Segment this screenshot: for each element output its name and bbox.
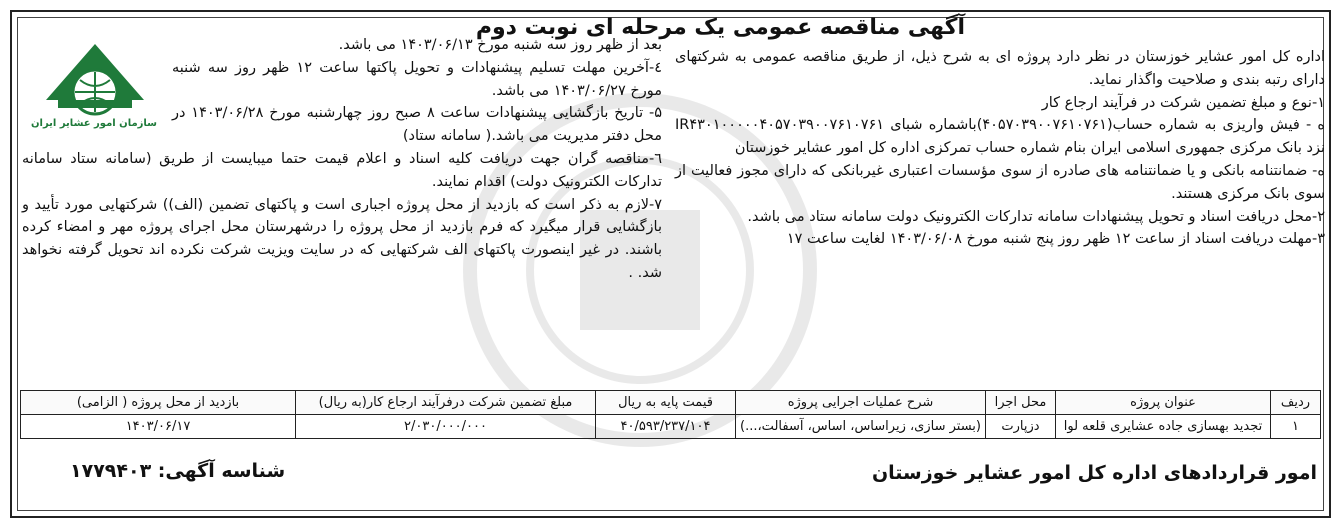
table-header-row [21,391,1321,415]
right-paragraph: ۲-محل دریافت اسناد و تحویل پیشنهادات سامانه تدارکات الکترونیک دولت سامانه ستاد می باشد. [747,208,1325,225]
right-paragraph: ه - فیش واریزی به شماره حساب(۴۰۵۷۰۳۹۰۰۷۶۱۰۷۶۱)باشماره شبای IR۴۳۰۱۰۰۰۰۰۴۰۵۷۰۳۹۰۰۷۶۱۰۷۶۱ نزد بانک مرکزی جمهوری اسلامی ایران بنام شماره حساب تمرکزی اداره کل امور عشایر خوزستان [675,117,1325,157]
left-paragraph: ٤-آخرین مهلت تسلیم پیشنهادات و تحویل پاکتها ساعت ۱۲ ظهر روز سه شنبه مورخ ۱۴۰۳/۰۶/۲۷ می باشد. [172,59,662,99]
table-cell: (بستر سازی، زیراساس، اساس، آسفالت،...) [736,415,986,439]
table-header-cell: محل اجرا [986,391,1056,415]
left-paragraph: بعد از ظهر روز سه شنبه مورخ ۱۴۰۳/۰۶/۱۳ می باشد. [338,37,662,53]
table-cell: ۱ [1271,415,1321,439]
right-paragraph: اداره کل امور عشایر خوزستان در نظر دارد پروژه ای به شرح ذیل، از طریق مناقصه عمومی به شرکتهای دارای رتبه بندی و صلاحیت واگذار نماید. [675,49,1325,88]
table-header-cell: عنوان پروژه [1056,391,1271,415]
left-paragraph: ۷-لازم به ذکر است که بازدید از محل پروژه اجباری است و پاکتهای تضمین (الف)) شرکتهایی مورد تأیید و بازگشایی قرار میگیرد که فرم بازدید از محل پروژه را درشهرستان محل اجرای پروژه مهر و امضاء کرده باشند. در غیر اینصورت پاکتهای الف شرکتهایی که در سایت ویزیت شرکت نکرده اند تحویل گرفته نخواهد شد. . [22,196,662,281]
right-paragraph: ه- ضمانتنامه بانکی و یا ضمانتنامه های صادره از سوی مؤسسات اعتباری غیربانکی که دارای مجوز فعالیت از سوی بانک مرکزی هستند. [675,162,1325,202]
table-cell: تجدید بهسازی جاده عشایری قلعه لوا [1056,415,1271,439]
table-row [21,415,1321,439]
left-body-text [172,34,662,102]
projects-table [20,390,1321,439]
logo-caption: سازمان امور عشایر ایران [30,118,158,129]
table-header-cell: شرح عملیات اجرایی پروژه [736,391,986,415]
footer-ad-id: شناسه آگهی: ۱۷۷۹۴۰۳ [70,460,286,482]
left-paragraph: ٦-مناقصه گران جهت دریافت کلیه اسناد و اعلام قیمت حتما میبایست از طریق (سامانه ستاد سامانه تدارکات الکترونیک دولت) اقدام نمایند. [22,150,662,190]
table-header-cell: مبلغ تضمین شرکت درفرآیند ارجاع کار(به ریال) [296,391,596,415]
table-cell: ۲/۰۳۰/۰۰۰/۰۰۰ [296,415,596,439]
table-header-cell: ردیف [1271,391,1321,415]
notice-title: آگهی مناقصه عمومی یک مرحله ای نوبت دوم [475,15,965,40]
table-header-cell: بازدید از محل پروژه ( الزامی) [21,391,296,415]
table-cell: ۴۰/۵۹۳/۲۳۷/۱۰۴ [596,415,736,439]
table-cell: ۱۴۰۳/۰۶/۱۷ [21,415,296,439]
right-paragraph: ۱-نوع و مبلغ تضمین شرکت در فرآیند ارجاع کار [1041,94,1325,111]
right-paragraph: ۳-مهلت دریافت اسناد از ساعت ۱۲ ظهر روز پنج شنبه مورخ ۱۴۰۳/۰۶/۰۸ لغایت ساعت ۱۷ [786,231,1325,248]
right-body-text [675,46,1325,251]
left-paragraph: ۵- تاریخ بازگشایی پیشنهادات ساعت ۸ صبح روز چهارشنبه مورخ ۱۴۰۳/۰۶/۲۸ در محل دفتر مدیریت می باشد.( سامانه ستاد) [172,105,662,145]
table-header-cell: قیمت پایه به ریال [596,391,736,415]
table-cell: دزپارت [986,415,1056,439]
footer-department: امور قراردادهای اداره کل امور عشایر خوزستان [871,462,1317,484]
